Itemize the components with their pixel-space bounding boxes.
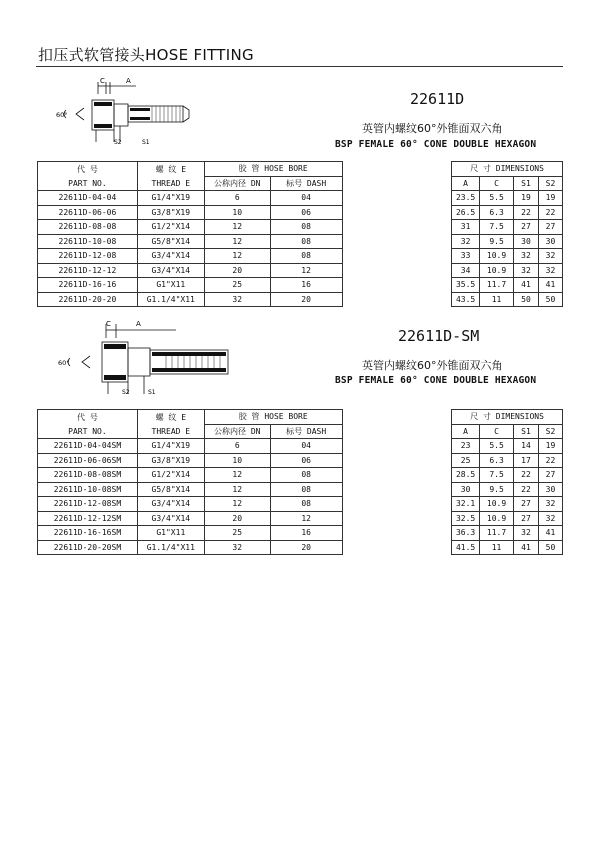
- dim-a-cell: 43.5: [452, 292, 480, 307]
- part-no-cell: 22611D-08-08: [38, 220, 138, 235]
- dim-c-cell: 11.7: [480, 278, 514, 293]
- dim-s1-cell: 41: [514, 540, 539, 555]
- table-row: [38, 278, 563, 293]
- dim-c-cell: 10.9: [480, 511, 514, 526]
- dim-s2-cell: 32: [538, 263, 562, 278]
- part-no-cell: 22611D-08-08SM: [38, 468, 138, 483]
- table-row: [38, 263, 563, 278]
- hose-dn-cell: 12: [204, 468, 270, 483]
- dim-a-cell: 32.5: [452, 511, 480, 526]
- header-dimensions: 尺 寸 DIMENSIONS: [452, 410, 563, 425]
- dim-a-cell: 23: [452, 439, 480, 454]
- part-no-cell: 22611D-20-20: [38, 292, 138, 307]
- spacer-cell: [342, 526, 452, 541]
- dim-a-cell: 32: [452, 234, 480, 249]
- dim-s2-cell: 22: [538, 453, 562, 468]
- dim-s1-cell: 30: [514, 234, 539, 249]
- dim-c-label: C: [106, 320, 111, 328]
- spacer-cell: [342, 220, 452, 235]
- header-dash: 标号 DASH: [270, 424, 342, 439]
- hose-dn-cell: 12: [204, 482, 270, 497]
- dim-s1-cell: 14: [514, 439, 539, 454]
- description-english: BSP FEMALE 60° CONE DOUBLE HEXAGON: [335, 139, 537, 150]
- dim-c-cell: 10.9: [480, 249, 514, 264]
- hose-dash-cell: 06: [270, 453, 342, 468]
- thread-cell: G1/4"X19: [137, 439, 204, 454]
- dim-s1-cell: 41: [514, 278, 539, 293]
- thread-cell: G1"X11: [137, 526, 204, 541]
- dim-s1-cell: 32: [514, 263, 539, 278]
- header-thread-en: THREAD E: [137, 176, 204, 191]
- thread-cell: G1.1/4"X11: [137, 540, 204, 555]
- header-a: A: [452, 176, 480, 191]
- table-row: [38, 468, 563, 483]
- dim-a-label: A: [136, 320, 141, 328]
- dim-c-cell: 9.5: [480, 482, 514, 497]
- hose-dn-cell: 12: [204, 249, 270, 264]
- spacer-cell: [342, 468, 452, 483]
- hose-dash-cell: 08: [270, 220, 342, 235]
- spacer-cell: [342, 511, 452, 526]
- dim-c-cell: 5.5: [480, 439, 514, 454]
- product-code: 22611D-SM: [398, 327, 480, 345]
- dim-a-cell: 32.1: [452, 497, 480, 512]
- header-a: A: [452, 424, 480, 439]
- spec-table-22611d: [37, 161, 563, 307]
- header-thread-cn: 螺 纹 E: [137, 162, 204, 177]
- spacer-cell: [342, 540, 452, 555]
- dim-s2-cell: 41: [538, 278, 562, 293]
- dim-s1-cell: 32: [514, 249, 539, 264]
- table-row: [38, 511, 563, 526]
- spacer-cell: [342, 263, 452, 278]
- dim-s2-cell: 32: [538, 511, 562, 526]
- table-row: [38, 540, 563, 555]
- part-no-cell: 22611D-04-04SM: [38, 439, 138, 454]
- part-no-cell: 22611D-16-16: [38, 278, 138, 293]
- hose-dn-cell: 20: [204, 511, 270, 526]
- spacer-cell: [342, 278, 452, 293]
- dim-s2-cell: 30: [538, 482, 562, 497]
- dim-s1-cell: 22: [514, 482, 539, 497]
- dim-c-cell: 6.3: [480, 205, 514, 220]
- hose-dn-cell: 12: [204, 234, 270, 249]
- hose-dash-cell: 08: [270, 482, 342, 497]
- dim-c-cell: 11: [480, 540, 514, 555]
- hose-dash-cell: 04: [270, 191, 342, 206]
- table-row: [38, 482, 563, 497]
- dim-s1-cell: 22: [514, 205, 539, 220]
- thread-cell: G1.1/4"X11: [137, 292, 204, 307]
- dim-c-cell: 10.9: [480, 263, 514, 278]
- header-c: C: [480, 424, 514, 439]
- part-no-cell: 22611D-12-12SM: [38, 511, 138, 526]
- spacer-cell: [342, 497, 452, 512]
- spacer-cell: [342, 249, 452, 264]
- fitting-drawing-22611d-sm: [56, 318, 236, 396]
- part-no-cell: 22611D-06-06SM: [38, 453, 138, 468]
- page-title: 扣压式软管接头HOSE FITTING: [38, 46, 254, 64]
- table-row: [38, 191, 563, 206]
- dim-a-cell: 31: [452, 220, 480, 235]
- table-row: [38, 497, 563, 512]
- dim-a-cell: 25: [452, 453, 480, 468]
- table-row: [38, 220, 563, 235]
- header-s1: S1: [514, 424, 539, 439]
- thread-cell: G1/4"X19: [137, 191, 204, 206]
- part-no-cell: 22611D-12-08: [38, 249, 138, 264]
- thread-cell: G1/2"X14: [137, 468, 204, 483]
- dim-s2-cell: 50: [538, 292, 562, 307]
- dim-s2-cell: 19: [538, 439, 562, 454]
- dim-s2-label: S2: [114, 139, 122, 146]
- spacer-cell: [342, 292, 452, 307]
- thread-cell: G3/4"X14: [137, 511, 204, 526]
- table-row: [38, 439, 563, 454]
- fitting-drawing-22611d: [56, 76, 196, 146]
- hose-dn-cell: 12: [204, 220, 270, 235]
- spacer-cell: [342, 439, 452, 454]
- table-row: [38, 205, 563, 220]
- hose-dn-cell: 10: [204, 205, 270, 220]
- part-no-cell: 22611D-10-08: [38, 234, 138, 249]
- dim-s2-cell: 32: [538, 249, 562, 264]
- hose-dash-cell: 12: [270, 511, 342, 526]
- hose-dash-cell: 08: [270, 468, 342, 483]
- dim-a-cell: 41.5: [452, 540, 480, 555]
- dim-c-cell: 7.5: [480, 468, 514, 483]
- thread-cell: G5/8"X14: [137, 482, 204, 497]
- thread-cell: G3/8"X19: [137, 453, 204, 468]
- dim-s1-cell: 32: [514, 526, 539, 541]
- dim-a-cell: 35.5: [452, 278, 480, 293]
- header-dimensions: 尺 寸 DIMENSIONS: [452, 162, 563, 177]
- dim-s1-cell: 27: [514, 220, 539, 235]
- header-code-cn: 代 号: [38, 162, 138, 177]
- hose-dash-cell: 08: [270, 249, 342, 264]
- hose-dn-cell: 6: [204, 439, 270, 454]
- hose-dash-cell: 20: [270, 540, 342, 555]
- dim-s2-cell: 19: [538, 191, 562, 206]
- header-dash: 标号 DASH: [270, 176, 342, 191]
- cone-angle-label: 60°: [58, 359, 70, 367]
- thread-cell: G3/4"X14: [137, 263, 204, 278]
- table-row: [38, 526, 563, 541]
- hose-dash-cell: 06: [270, 205, 342, 220]
- hose-dash-cell: 16: [270, 278, 342, 293]
- hose-dn-cell: 25: [204, 526, 270, 541]
- dim-s2-cell: 41: [538, 526, 562, 541]
- dim-a-cell: 33: [452, 249, 480, 264]
- header-code-cn: 代 号: [38, 410, 138, 425]
- dim-c-cell: 5.5: [480, 191, 514, 206]
- part-no-cell: 22611D-04-04: [38, 191, 138, 206]
- dim-c-cell: 10.9: [480, 497, 514, 512]
- dim-c-cell: 7.5: [480, 220, 514, 235]
- title-divider: [36, 66, 563, 67]
- hose-dn-cell: 20: [204, 263, 270, 278]
- hose-dash-cell: 20: [270, 292, 342, 307]
- header-thread-cn: 螺 纹 E: [137, 410, 204, 425]
- part-no-cell: 22611D-10-08SM: [38, 482, 138, 497]
- cone-angle-label: 60°: [56, 111, 68, 119]
- thread-cell: G5/8"X14: [137, 234, 204, 249]
- header-thread-en: THREAD E: [137, 424, 204, 439]
- hose-dn-cell: 25: [204, 278, 270, 293]
- dim-s2-cell: 27: [538, 468, 562, 483]
- hose-dash-cell: 04: [270, 439, 342, 454]
- dim-s1-label: S1: [142, 139, 150, 146]
- description-english: BSP FEMALE 60° CONE DOUBLE HEXAGON: [335, 375, 537, 386]
- header-part-no: PART NO.: [38, 424, 138, 439]
- thread-cell: G1/2"X14: [137, 220, 204, 235]
- dim-c-cell: 11: [480, 292, 514, 307]
- dim-a-label: A: [126, 77, 131, 85]
- dim-s1-cell: 22: [514, 468, 539, 483]
- part-no-cell: 22611D-12-12: [38, 263, 138, 278]
- table-row: [38, 234, 563, 249]
- hose-dn-cell: 10: [204, 453, 270, 468]
- dim-a-cell: 23.5: [452, 191, 480, 206]
- dim-s1-cell: 19: [514, 191, 539, 206]
- header-hose-bore: 胶 管 HOSE BORE: [204, 162, 342, 177]
- spacer-cell: [342, 234, 452, 249]
- header-dn: 公称内径 DN: [204, 176, 270, 191]
- table-row: [38, 453, 563, 468]
- part-no-cell: 22611D-16-16SM: [38, 526, 138, 541]
- product-code: 22611D: [410, 90, 465, 108]
- spacer-cell: [342, 482, 452, 497]
- dim-s2-cell: 27: [538, 220, 562, 235]
- hose-dash-cell: 16: [270, 526, 342, 541]
- thread-cell: G1"X11: [137, 278, 204, 293]
- dim-s2-cell: 50: [538, 540, 562, 555]
- header-s2: S2: [538, 176, 562, 191]
- table-row: [38, 249, 563, 264]
- dim-s1-cell: 27: [514, 511, 539, 526]
- header-s2: S2: [538, 424, 562, 439]
- dim-s1-cell: 50: [514, 292, 539, 307]
- hose-dash-cell: 12: [270, 263, 342, 278]
- part-no-cell: 22611D-20-20SM: [38, 540, 138, 555]
- dim-s1-cell: 17: [514, 453, 539, 468]
- dim-c-cell: 9.5: [480, 234, 514, 249]
- thread-cell: G3/4"X14: [137, 249, 204, 264]
- hose-dn-cell: 32: [204, 292, 270, 307]
- table-row: [38, 292, 563, 307]
- thread-cell: G3/8"X19: [137, 205, 204, 220]
- description-chinese: 英管内螺纹60°外锥面双六角: [362, 122, 503, 135]
- dim-s2-cell: 30: [538, 234, 562, 249]
- spacer-cell: [342, 453, 452, 468]
- dim-s1-label: S1: [148, 389, 156, 396]
- hose-dn-cell: 12: [204, 497, 270, 512]
- hose-dash-cell: 08: [270, 234, 342, 249]
- dim-s2-label: S2: [122, 389, 130, 396]
- header-hose-bore: 胶 管 HOSE BORE: [204, 410, 342, 425]
- dim-a-cell: 34: [452, 263, 480, 278]
- part-no-cell: 22611D-06-06: [38, 205, 138, 220]
- header-c: C: [480, 176, 514, 191]
- dim-a-cell: 28.5: [452, 468, 480, 483]
- hose-dn-cell: 6: [204, 191, 270, 206]
- dim-s2-cell: 22: [538, 205, 562, 220]
- hose-dash-cell: 08: [270, 497, 342, 512]
- dim-a-cell: 26.5: [452, 205, 480, 220]
- dim-s2-cell: 32: [538, 497, 562, 512]
- dim-a-cell: 30: [452, 482, 480, 497]
- part-no-cell: 22611D-12-08SM: [38, 497, 138, 512]
- spacer-cell: [342, 191, 452, 206]
- dim-c-cell: 11.7: [480, 526, 514, 541]
- thread-cell: G3/4"X14: [137, 497, 204, 512]
- dim-c-label: C: [100, 77, 105, 85]
- spec-table-22611d-sm: [37, 409, 563, 555]
- hose-dn-cell: 32: [204, 540, 270, 555]
- dim-s1-cell: 27: [514, 497, 539, 512]
- dim-c-cell: 6.3: [480, 453, 514, 468]
- header-s1: S1: [514, 176, 539, 191]
- header-part-no: PART NO.: [38, 176, 138, 191]
- spacer-cell: [342, 205, 452, 220]
- dim-a-cell: 36.3: [452, 526, 480, 541]
- header-dn: 公称内径 DN: [204, 424, 270, 439]
- description-chinese: 英管内螺纹60°外锥面双六角: [362, 359, 503, 372]
